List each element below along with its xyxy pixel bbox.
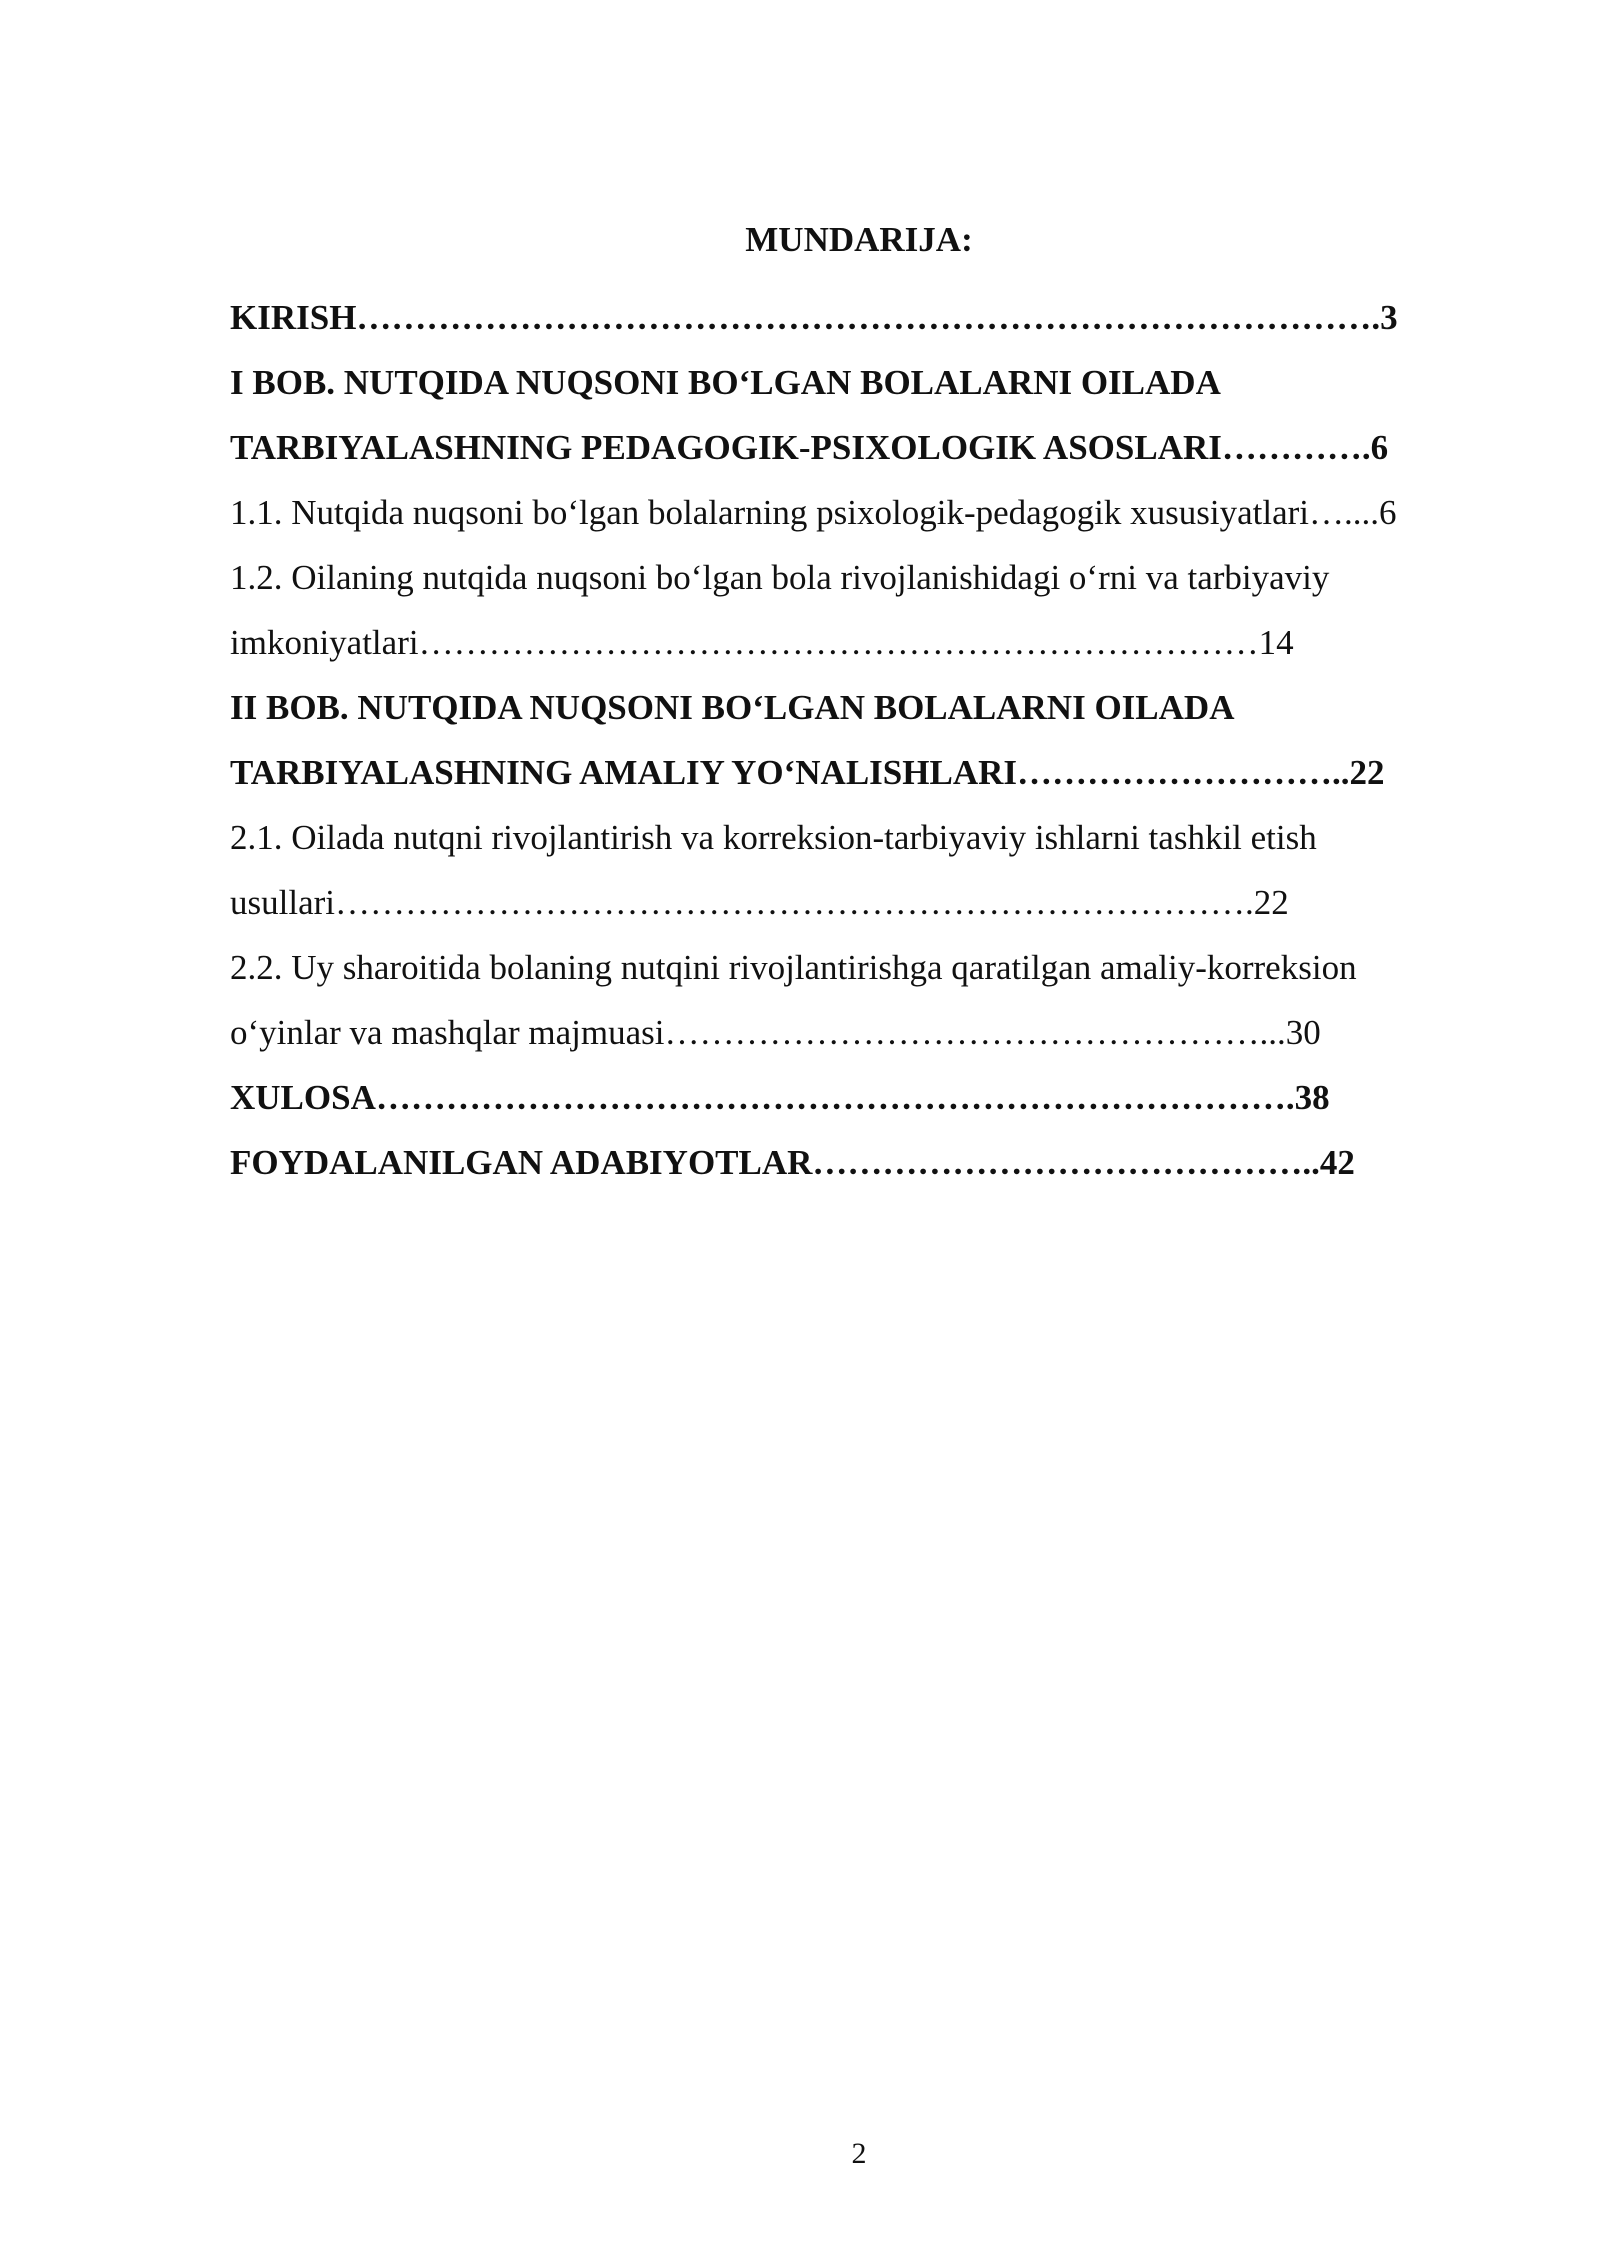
toc-line: TARBIYALASHNING PEDAGOGIK-PSIXOLOGIK ASOSLARI………….6 [230, 428, 1389, 467]
page-number: 2 [851, 2137, 867, 2170]
toc-line: 1.2. Oilaning nutqida nuqsoni bo‘lgan bola rivojlanishidagi o‘rni va tarbiyaviy [230, 558, 1330, 597]
toc-line: XULOSA…………………………………………………………………….38 [230, 1078, 1330, 1117]
toc-line: I BOB. NUTQIDA NUQSONI BO‘LGAN BOLALARNI OILADA [230, 363, 1221, 402]
table-of-contents [230, 285, 1490, 1195]
toc-line: 2.2. Uy sharoitida bolaning nutqini rivojlantirishga qaratilgan amaliy-korreksion [230, 948, 1357, 987]
toc-line: 2.1. Oilada nutqni rivojlantirish va korreksion-tarbiyaviy ishlarni tashkil etish [230, 818, 1317, 857]
toc-line: o‘yinlar va mashqlar majmuasi……………………………………………...30 [230, 1013, 1321, 1052]
toc-line: imkoniyatlari………………………………………………………………14 [230, 623, 1294, 662]
toc-title: MUNDARIJA: [745, 220, 973, 259]
toc-line: FOYDALANILGAN ADABIYOTLAR……………………………………..42 [230, 1143, 1355, 1182]
toc-line: TARBIYALASHNING AMALIY YO‘NALISHLARI………………………..22 [230, 753, 1385, 792]
toc-line: KIRISH…………………………………………………………………………….3 [230, 298, 1398, 337]
toc-line: usullari…………………………………………………………………….22 [230, 883, 1289, 922]
toc-line: II BOB. NUTQIDA NUQSONI BO‘LGAN BOLALARNI OILADA [230, 688, 1235, 727]
toc-line: 1.1. Nutqida nuqsoni bo‘lgan bolalarning psixologik-pedagogik xususiyatlari…....6 [230, 493, 1397, 532]
